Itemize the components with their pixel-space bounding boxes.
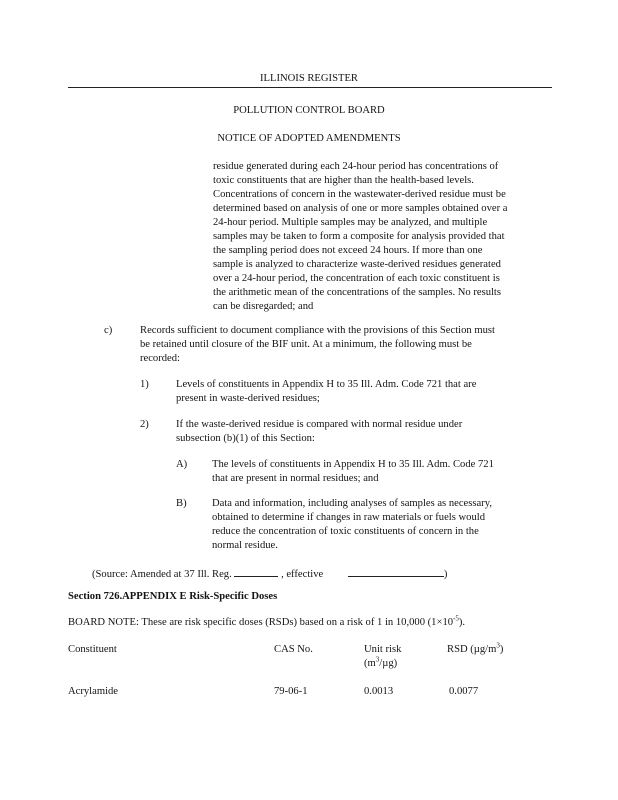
item-2-line: If the waste-derived residue is compared with normal residue under (176, 419, 463, 430)
header-unit-risk-units (364, 657, 397, 671)
subitem-b-line: Data and information, including analyses of samples as necessary, (212, 498, 492, 509)
subsection-c-line: recorded: (140, 353, 180, 364)
source-note-middle: , effective (281, 569, 324, 580)
effective-date-blank (348, 565, 444, 577)
subsection-c-text (140, 324, 495, 366)
register-blank (234, 565, 278, 577)
subitem-a-marker: A) (176, 459, 188, 470)
header-cas: CAS No. (274, 644, 313, 655)
agency-title: POLLUTION CONTROL BOARD (233, 105, 385, 116)
rsd-prefix: RSD (µg/m (447, 644, 497, 655)
unit-risk-units-suffix: /µg) (379, 658, 398, 669)
paragraph-line: 24-hour period. Multiple samples may be analyzed, and multiple (213, 217, 488, 228)
subsection-c-line: Records sufficient to document compliance with the provisions of this Section must (140, 325, 495, 336)
header-rsd (447, 643, 503, 657)
item-1-marker: 1) (140, 379, 149, 390)
header-constituent: Constituent (68, 644, 117, 655)
subsection-c-line: be retained until closure of the BIF unit. At a minimum, the following must be (140, 339, 472, 350)
subitem-b-marker: B) (176, 498, 187, 509)
row-cas: 79-06-1 (274, 686, 308, 697)
subitem-b-text (212, 497, 492, 553)
subitem-a-text (212, 458, 494, 486)
paragraph-line: the sampling period does not exceed 24 hours. If more than one (213, 245, 483, 256)
item-1-text (176, 378, 476, 406)
item-2-text (176, 418, 462, 446)
paragraph-line: residue generated during each 24-hour period has concentrations of (213, 161, 499, 172)
header-unit-risk: Unit risk (364, 644, 402, 655)
paragraph-line: over a 24-hour period, the concentration of each toxic constituent is (213, 273, 500, 284)
notice-title: NOTICE OF ADOPTED AMENDMENTS (217, 133, 401, 144)
row-rsd: 0.0077 (449, 686, 479, 697)
row-unit-risk: 0.0013 (364, 686, 394, 697)
source-note (92, 565, 447, 582)
board-note-exponent: -5 (453, 614, 459, 623)
source-note-prefix: (Source: Amended at 37 Ill. Reg. (92, 569, 232, 580)
subitem-a-line: that are present in normal residues; and (212, 473, 379, 484)
paragraph-line: the arithmetic mean of the concentrations of the samples. No results (213, 287, 502, 298)
board-note-suffix: ). (458, 617, 466, 628)
paragraph-line: Concentrations of concern in the wastewater-derived residue must be (213, 189, 506, 200)
board-note-prefix: BOARD NOTE: These are risk specific doses (RSDs) based on a risk of 1 in 10,000 (1×10 (68, 617, 454, 628)
register-title: ILLINOIS REGISTER (260, 73, 358, 84)
continued-paragraph (213, 160, 507, 314)
subitem-a-line: The levels of constituents in Appendix H to 35 Ill. Adm. Code 721 (212, 459, 494, 470)
item-2-marker: 2) (140, 419, 149, 430)
item-2-line: subsection (b)(1) of this Section: (176, 433, 315, 444)
paragraph-line: can be disregarded; and (213, 301, 314, 312)
rsd-sup: 3 (496, 641, 500, 650)
row-constituent: Acrylamide (68, 686, 119, 697)
subsection-c-marker: c) (104, 325, 113, 336)
subitem-b-line: normal residue. (212, 540, 278, 551)
appendix-heading: Section 726.APPENDIX E Risk-Specific Doses (68, 591, 278, 602)
board-note (68, 616, 465, 630)
unit-risk-units-prefix: (m (364, 658, 376, 669)
item-1-line: present in waste-derived residues; (176, 393, 320, 404)
subitem-b-line: obtained to determine if changes in raw materials or fuels would (212, 512, 485, 523)
subitem-b-line: reduce the concentration of toxic constituents of concern in the (212, 526, 479, 537)
rsd-suffix: ) (499, 644, 504, 655)
paragraph-line: toxic constituents that are higher than the health-based levels. (213, 175, 474, 186)
unit-risk-units-sup: 3 (375, 655, 380, 664)
paragraph-line: determined based on analysis of one or more samples obtained over a (213, 203, 508, 214)
paragraph-line: sample is analyzed to characterize waste-derived residues generated (213, 259, 501, 270)
paragraph-line: samples may be taken to form a composite for analysis provided that (213, 231, 505, 242)
item-1-line: Levels of constituents in Appendix H to 35 Ill. Adm. Code 721 that are (176, 379, 477, 390)
source-note-suffix: ) (443, 569, 448, 580)
header-rule (68, 87, 552, 88)
